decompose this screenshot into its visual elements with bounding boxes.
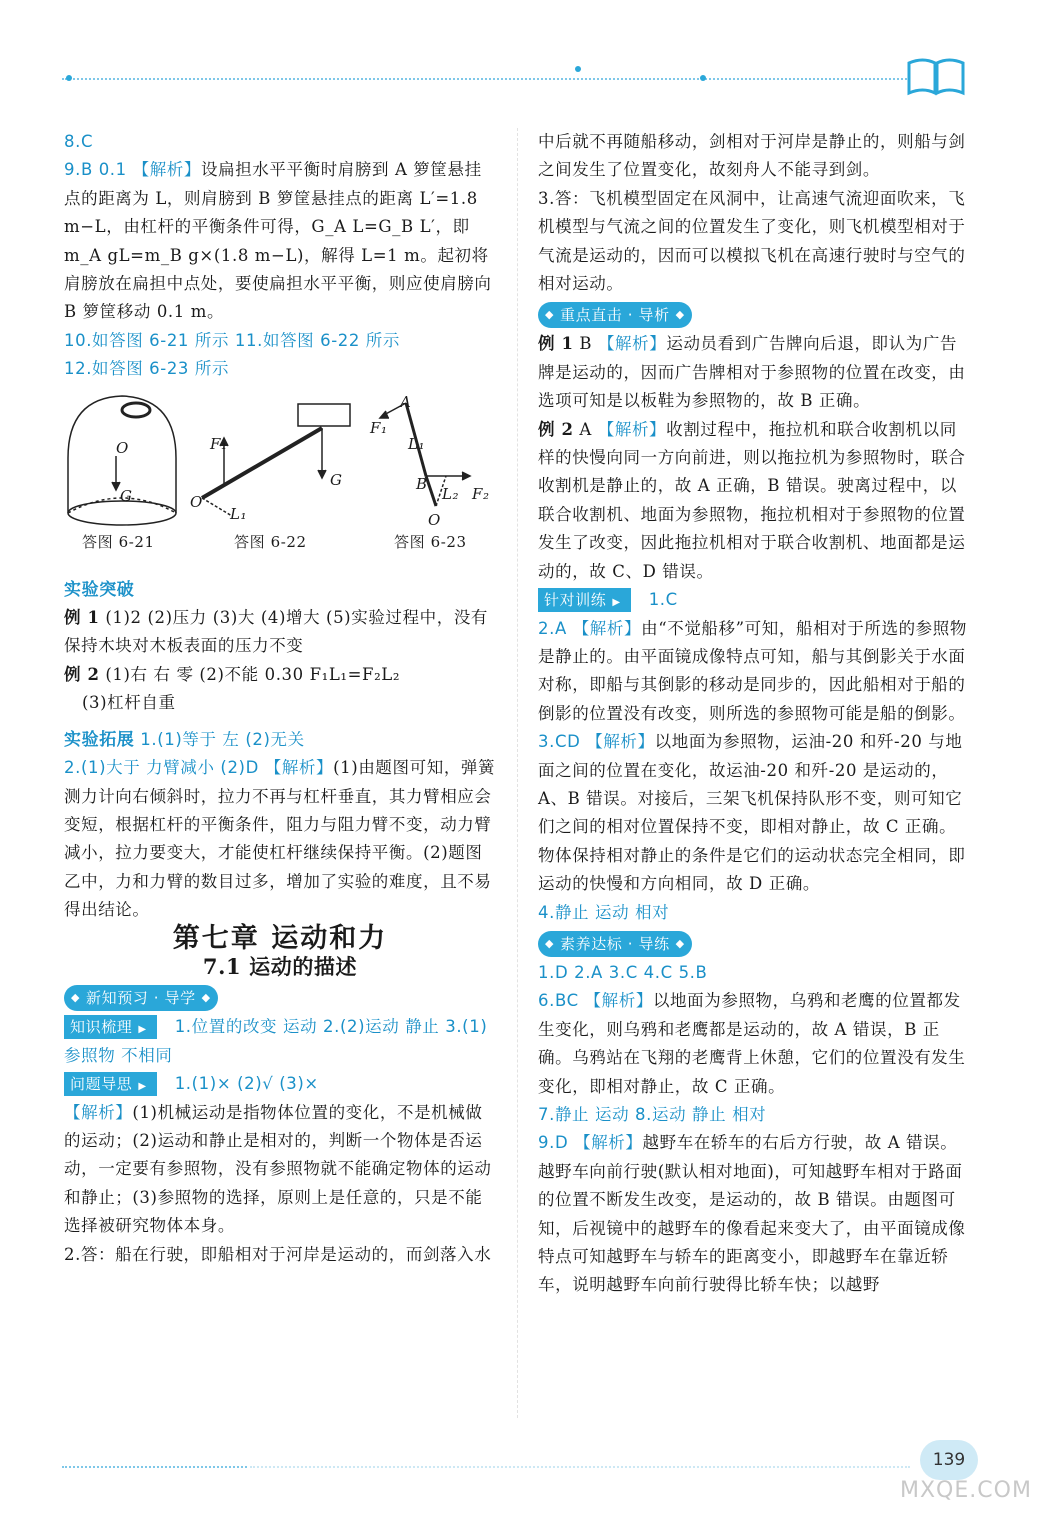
extension-2: 2.(1)大于 力臂减小 (2)D 【解析】(1)由题图可知，弹簧测力计向右倾斜时，拉力不再与杠杆垂直，其力臂相应会变短，根据杠杆的平衡条件，阻力与阻力臂不变，动力臂减小，拉力要变大，才能使杠杆继续保持平衡。(2)题图乙中，力和力臂的数目过多，增加了实验的难度，且不易得出结论。 xyxy=(64,758,496,920)
figure-6-22 xyxy=(202,404,350,516)
footer-dotted-line xyxy=(62,1466,247,1468)
fig-label: L₁ xyxy=(230,504,248,523)
training-line: 针对训练 ▶ 1.C xyxy=(538,586,968,614)
focus-example-1: 例 1 B 【解析】运动员看到广告牌向后退，即认为广告牌是运动的，因而广告牌相对于参照物的位置在改变，由选项可知是以板鞋为参照物的，故 B 正确。 xyxy=(538,334,966,411)
figure-caption: 答图 6-23 xyxy=(394,532,467,551)
fig-label: O xyxy=(116,438,129,457)
example-2-cont: (3)杠杆自重 xyxy=(82,693,176,713)
training-3: 3.CD 【解析】以地面为参照物，运油-20 和歼-20 与地面之间的位置在变化，故运油-20 和歼-20 是运动的，A、B 错误。对接后，三架飞机保持队形不变，则可知它们之间的相对位置保持不变，即相对静止，故 C 正确。物体保持相对静止的条件是它们的运动状态完全相同，即运动的快慢和方向相同，故 D 正确。 xyxy=(538,732,966,894)
right-column xyxy=(538,128,968,1300)
question-2: 2.答：船在行驶，即船相对于河岸是运动的，而剑落入水 xyxy=(64,1244,492,1264)
header-dot xyxy=(575,66,581,72)
answer-figures xyxy=(64,388,496,566)
answer-10-11: 10.如答图 6-21 所示 11.如答图 6-22 所示 xyxy=(64,330,400,350)
question-line: 问题导思 ▶ 1.(1)× (2)√ (3)× xyxy=(64,1070,496,1098)
answer-12: 12.如答图 6-23 所示 xyxy=(64,359,230,379)
fig-label: O xyxy=(428,510,441,529)
figure-caption: 答图 6-21 xyxy=(82,532,155,551)
fig-label: L₂ xyxy=(442,484,460,503)
extension-line: 实验拓展 1.(1)等于 左 (2)无关 xyxy=(64,729,305,750)
fig-label: F₁ xyxy=(370,418,388,437)
header-dot xyxy=(66,75,72,81)
training-4: 4.静止 运动 相对 xyxy=(538,902,670,922)
fig-label: B xyxy=(416,474,428,493)
focus-example-2: 例 2 A 【解析】收割过程中，拖拉机和联合收割机以同样的快慢向同一方向前进，则以拖拉机为参照物时，联合收割机是静止的，故 A 正确，B 错误。驶离过程中，以联合收割机、地面为参照物，拖拉机相对于参照物的位置发生了改变，因此拖拉机相对于联合收割机、地面都是运动的，故 C、D 错误。 xyxy=(538,419,966,581)
practice-1-5: 1.D 2.A 3.C 4.C 5.B xyxy=(538,962,708,982)
question-2-cont: 中后就不再随船移动，剑相对于河岸是静止的，则船与剑之间发生了位置变化，故刻舟人不能寻到剑。 xyxy=(538,132,966,180)
practice-9: 9.D 【解析】越野车在轿车的右后方行驶，故 A 错误。越野车向前行驶(默认相对地面)，可知越野车相对于路面的位置不断发生改变，是运动的，故 B 错误。由题图可知，后视镜中的越野车的像看起来变大了，由平面镜成像特点可知越野车与轿车的距离变小，即越野车在靠近轿车，说明越野车向前行驶得比轿车快；以越野 xyxy=(538,1133,966,1295)
example-1: 例 1 (1)2 (2)压力 (3)大 (4)增大 (5)实验过程中，没有保持木块对木板表面的压力不变 xyxy=(64,608,489,656)
fig-label: O xyxy=(190,492,203,511)
experiment-heading: 实验突破 xyxy=(64,579,135,600)
fig-label: G xyxy=(330,470,343,489)
page-number: 139 xyxy=(920,1440,978,1480)
question-analysis: 【解析】(1)机械运动是指物体位置的变化，不是机械做的运动；(2)运动和静止是相对的，判断一个物体是否运动，一定要有参照物，没有参照物就不能确定物体的运动和静止；(3)参照物的选择，原则上是任意的，只是不能选择被研究物体本身。 xyxy=(64,1102,492,1236)
fig-label: L₁ xyxy=(408,434,426,453)
header-dot xyxy=(700,75,706,81)
fig-label: A xyxy=(400,392,412,411)
training-2: 2.A 【解析】由“不觉船移”可知，船相对于所选的参照物是静止的。由平面镜成像特点可知，船与其倒影关于水面对称，即船与其倒影的移动是同步的，因此船相对于船的倒影的位置没有改变，则所选的参照物可能是船的倒影。 xyxy=(538,618,967,723)
preview-banner: ◆ 新知预习 · 导学 ◆ xyxy=(64,985,218,1011)
question-3: 3.答：飞机模型固定在风洞中，让高速气流迎面吹来，飞机模型与气流之间的位置发生了变化，则飞机模型相对于气流是运动的，因而可以模拟飞机在高速行驶时与空气的相对运动。 xyxy=(538,188,966,294)
book-icon xyxy=(905,55,967,97)
section-title: 7.1 运动的描述 xyxy=(202,953,358,979)
watermark: MXQE.COM xyxy=(900,1478,1032,1503)
practice-6: 6.BC 【解析】以地面为参照物，乌鸦和老鹰的位置都发生变化，则乌鸦和老鹰都是运动的，故 A 错误，B 正确。乌鸦站在飞翔的老鹰背上休憩，它们的位置没有发生变化，即相对静止，故 C 正确。 xyxy=(538,991,966,1096)
fig-label: G xyxy=(120,486,133,505)
chapter-title: 第七章 运动和力 xyxy=(172,922,388,954)
practice-banner: ◆ 素养达标 · 导练 ◆ xyxy=(538,931,692,957)
example-2: 例 2 (1)右 右 零 (2)不能 0.30 F₁L₁=F₂L₂ xyxy=(64,664,401,684)
practice-7-8: 7.静止 运动 8.运动 静止 相对 xyxy=(538,1105,767,1124)
knowledge-line: 知识梳理 ▶ 1.位置的改变 运动 2.(2)运动 静止 3.(1)参照物 不相同 xyxy=(64,1013,496,1070)
focus-banner: ◆ 重点直击 · 导析 ◆ xyxy=(538,302,692,328)
figure-caption: 答图 6-22 xyxy=(234,532,307,551)
footer-dotted-line-light xyxy=(250,1466,910,1468)
answer-8: 8.C xyxy=(64,132,94,151)
column-divider xyxy=(517,128,518,1418)
answer-9: 9.B 0.1 【解析】设扁担水平平衡时肩膀到 A 箩筐悬挂点的距离为 L，则肩膀到 B 箩筐悬挂点的距离 L′=1.8 m−L，由杠杆的平衡条件可得，G_A L=G_B L′，即 m_A gL=m_B g×(1.8 m−L)，解得 L=1 m。起初将肩膀放在扁担中点处，要使扁担水平平衡，则应使肩膀向 B 箩筐移动 0.1 m。 xyxy=(64,160,492,322)
left-column xyxy=(64,128,496,1269)
header-dotted-line xyxy=(62,78,907,80)
fig-label: F₁ xyxy=(210,434,228,453)
fig-label: F₂ xyxy=(472,484,490,503)
